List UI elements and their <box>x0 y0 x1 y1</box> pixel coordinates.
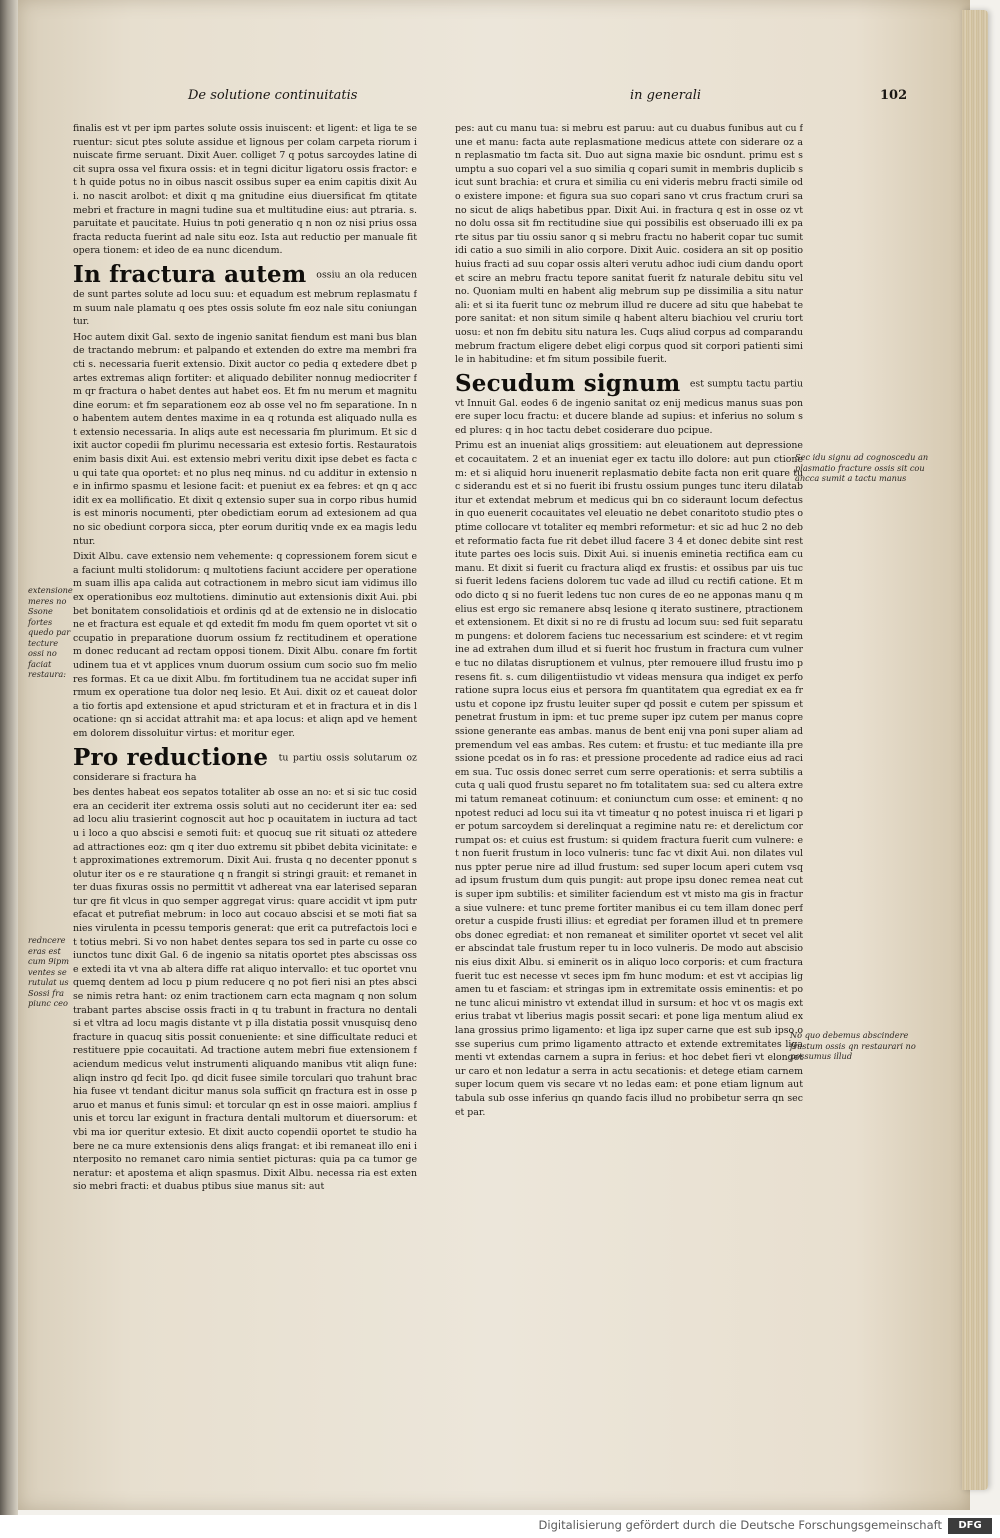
paragraph: Hoc autem dixit Gal. sexto de ingenio sanitat fiendum est mani bus blande tractando mebrum: et palpando et extenden do extre ma membri fracti s. necessaria fuerit extensio. Dixit auctor co pedia q extedere dbet partes extremas aliqn fortiter: et aliquado debiliter nonnug mediocriter fm qr fractura o habet dentes aut habet eos. Et fm nu merum et magnitudine eorum: et fm separationem eoz ab osse vel no fm separatione. In no habentem autem dentes maxime in ea q rotunda est aliquado nulla est extensio necessaria. In aliqs aute est necessaria fm plurimum. Et sic dixit auctor copedii fm plurimu necessaria est extesio fortis. Restauratois enim basis dixit Aui. est extensio mebri veritu dixit ipse debet es facta cu qui tate qua oportet: et no plus neq minus. nd cu additur in extensio ne in infirmo spasmu et lesione facit: et pueniut ex ea febres: et qn q accidit ex ea mollificatio. Et dixit q extensio super sua in corpo ribus humidis est minoris nocumenti, pter obedictiam eorum ad extesionem ad qua no sic obediunt corpora sicca, pter eorum duritiq vnde ex ea magis leduntur. <box>73 331 417 547</box>
page-sheet <box>18 0 970 1510</box>
right-text-column <box>455 122 803 1282</box>
paragraph: pes: aut cu manu tua: si mebru est paruu: aut cu duabus funibus aut cu fune et manu: facta aute replasmatione medicus attete con siderare oz an replasmatio tm facta sit. Duo aut signa maxie bic osndunt. primu est sumptu a suo copari vel a suo similia q copari sumit in membris duplicib sicut sunt brachia: et crura et similia cu eni videris mebru fracti simile odo existere impone: et figura sua suo copari sano vt crus fractum cruri sano sicut de aliqs habetibus ppar. Dixit Aui. in fractura q est in osse oz vt no dolu ossa sit fm rectitudine siue qui possibilis est obseruado illi ex parte situs par tiu ossiu sanor q si mebru fractu no haberit copar tuc sumit idi catio a suo simili in alio corpore. Dixit Auic. cosidera an sit op positio huius fracti ad suu copar ossis alteri verutu adhoc iudi cium dandu oportet scire an mebru fractu tepore sanitat fuerit fz naturale debitu situ vel no. Quoniam multi en habent alig mebrum sup pe dissimilia a situ naturali: et si ita fuerit tunc oz mebrum illud re ducere ad situ que habebat tepore sanitat: et non situm simile q habent alteru biachiou vel cruriu tortuosu: et non fm debitu situ natura les. Cuqs aliud corpus ad comparandu mebrum fractum eligere debet eligi corpus quod sit corpori patienti simile in habitudine: et fm situm possibile fuerit. <box>455 123 803 366</box>
header-middle-title: in generali <box>630 88 702 103</box>
section-heading-block <box>73 262 417 329</box>
section-heading-block <box>455 371 803 438</box>
paragraph: Dixit Albu. cave extensio nem vehemente: q copressionem forem sicut ea faciunt multi stolidorum: q multotiens faciunt accidere per operationem suam illis apa calida aut cotractionem in mebro sicut iam vidimus illo ex operationibus eoz multotiens. diminutio aut extensionis dixit Aui. pbibet bonitatem consolidatiois et ordinis qd at de extensio ne in dislocatione et fractura est equale et qd extedit fm modu fm quem oportet vt sit occupatio in preparatione duorum ossium fz rectitudinem et operationem donec reducant ad rectam opposi tionem. Dixit Albu. conare fm fortitudinem tua et vt applices vnum duorum ossium cum socio suo fm meliores formas. Et ca ue dixit Albu. fm fortitudinem tua ne accidat super infirmum ex operatione tua dolor neq lesio. Et Aui. dixit oz et caueat dolora tio fortis apd extensione et apud stricturam et et in fractura et in dis locatione: qn si accidat attrahit ma: et apa locus: et aliqn apd ve hementem dolorem dissoluitur virtus: et moritur eger. <box>73 551 417 739</box>
margin-note-right: No quo debemus abscindere frustum ossis qn restaurari no possumus illud <box>790 1030 916 1061</box>
page-number: 102 <box>880 88 908 103</box>
page-stack-edge <box>962 10 988 1490</box>
section-heading: Pro reductione <box>73 743 269 771</box>
funding-credit: Digitalisierung gefördert durch die Deutsche Forschungsgemeinschaft <box>538 1518 942 1532</box>
dfg-logo: DFG <box>948 1518 992 1534</box>
book-spine <box>0 0 18 1538</box>
margin-note-right: Sec idu signu ad cognoscedu an plasmatio fracture ossis sit cou ancca sumit a tactu manus <box>795 452 929 483</box>
header-left-title: De solutione continuitatis <box>188 88 358 103</box>
left-text-column <box>73 122 417 1277</box>
footer-bar <box>0 1515 1000 1538</box>
paragraph: Primu est an inueniat aliqs grossitiem: aut eleuationem aut depressione et cocauitatem. 2 et an inueniat eger ex tactu illo dolore: aut pun ctionem: et si aliquid horu inuenerit replasmatio debite facta non erit quare tuc siderandu est et si no fuerit ibi frustu ossium punges tunc iteru dilatabitur et extendat mebrum et medicus qui bn co sideraunt locum defectus in quo euenerit cocauitates vel eleuatio ne debet conaritoto studio ptes optime collocare vt totaliter eq membri reformetur: et sic ad huc 2 no debet reformatio facta fue rit debet illud facere 3 4 et donec debite sint restitute partes oes locis suis. Dixit Aui. si inuenis eminetia rectifica eam cu manu. Et dixit si fuerit cu fractura aliqd ex frustis: et ossibus par uis tuc si fuerit ledens faciens dolorem tuc vade ad illud cu rectifi catione. Et modo dicto q si no fuerit ledens tuc non cures de eo ne apponas manu q melius est ergo sic remanere absq lesione q iterato sustinere, ptractionem et extensionem. Et dixit si no re di frustu ad locum suu: sed fuit separatum pungens: et dolorem faciens tuc necessarium est scindere: et vt regimine ad extrahen dum illud et si fuerit hoc frustum in fractura cum vulnere tuc no dilatas disruptionem et vulnus, pter remouere illud frustu imo presens fit. s. cum diligentiistudio vt videas mensura qua indiget ex perforatione supra locus eius et persora fm quantitatem qua egrediat ex ea frustu et copone ipz frustu leuiter super qd possit e cutem per spissum et penetrat frustum in ipm: et tuc preme super ipz cutem per manus copressione generante eas ambas. manus de bent enij vna poni super aliam ad premendum vel eas ambas. Res cutem: et frustu: et tuc mediante illa pressione pcedat os in fo ras: et pressione procedente ad radice eius ad raciem sua. Tuc ossis donec serret cum serre operationis: et serra subtilis acuta q uali quod frustu separet no fm totalitatem sua: sed cu altera extremi tatum remaneat cotinuum: et coniunctum cum osse: et eminent: q nonpotest reduci ad locu sui ita vt timeatur q no potest inuisca ri et ligari per potum sarcoydem si derelinquat a regimine natu re: et derelictum corrumpat os: et cuius est frustum: si quidem fractura fuerit cum vulnere: et non fuerit frustum in loco vulneris: tunc fac vt dixit Aui. non dilates vulnus ppter perue nire ad illud frustum: sed super locum aperi cutem vsq ad ipsum frustum dum quis pungit: aut prope ipsu donec remea neat cutis super ipm subtilis: et similiter faciendum est vt misto ma gis in fractura siue vulnere: et tunc preme fortiter manibus ei cu tem illam donec perforetur a cuspide frusti illius: et egrediat per foramen illud et tn premere obs donec egrediat: et non remaneat et similiter oportet vt secet vel aliter abscindat tale frustum reper tu in loco vulneris. De modo aut abscisionis eius dixit Albu. si eminerit os in aliquo loco corporis: et cum fractura fuerit tuc est necesse vt seces ipm fm hunc modum: et est vt accipias ligamen tu et fasciam: et stringas ipm in extremitate ossis eminentis: et pone tunc alicui ministro vt extendat illud in sursum: et hoc vt os magis exterius trabat vt liberius magis possit secari: et pone liga mentum aliud ex lana grossius primo ligamento: et liga ipz super carne que est sub ipso osse superius cum primo ligamento attracto et extende extremitates ligamenti vt extendas carnem a supra in ferius: et hoc debet fieri vt elongetur caro et non ledatur a serra in actu secationis: et detege etiam carnem super locum quem vis secare vt no ledas eam: et pone etiam lignum aut tabula sub osse inferius qn quando facis illud no probibetur serra qn secet par. <box>455 440 803 1118</box>
running-header <box>18 88 970 110</box>
paragraph: bes dentes habeat eos sepatos totaliter ab osse an no: et si sic tuc cosidera an ceciderit iter extrema ossis soluti aut no ceciderunt iter ea: sed ad locu aliu trasierint cognoscit aut hoc p ocauitatem in iuctura ad tactu i loco a quo abscisi e semoti fuit: et quocuq sue rit situati oz attedere ad attractiones eoz: qm q iter duo extremu sit pbibet debita vicinitate: et approximationes extremorum. Dixit Aui. frusta q no decenter pponut solutur iter os e re stauratione q n frangit si stringi grauit: et remanet inter duas fixuras ossis no permittit vt adhereat vna ear laterised separan tur qre fit vlcus in quo semper aggregat virus: quare accidit vt ipm putrefacat et putrefiat mebrum: in loco aut cocauo abscisi et se moti fiat sanies virulenta in pcessu temporis generat: que erit ca putrefactois loci et totius mebri. Si vo non habet dentes separa tos sed in parte cu osse coiunctos tunc dixit Gal. 6 de ingenio sa nitatis oportet ptes abscissas osse extedi ita vt vna ab altera diffe rat aliquo intervallo: et tuc oportet vnuquemq dentem ad locu p pium reducere q no pot fieri nisi an ptes abscise nimis retra hant: oz enim tractionem carn ecta magnam q non solum trabant partes abscise ossis fracti in q tu trabunt in fractura no dentali si et vltra ad locu magis distante vt p illa distatia possit vnusquisq deno fracture in quacuq sitis possit conueniente: et sine difficultate reduci et restituere ppie cocauitati. Ad tractione autem mebri fiue extensionem faciendum medicus velut instrumenti aliquando manibus vtit aliqn fune: aliqn instro qd fecit Ipo. qd dicit fusee simile torculari quo trahunt brachia fusee vt tendant dicitur manus sola sufficit qn fractura est in osse paruo et manus et funis simul: et torcular qn est in osse maiori. amplius funis et torcu lar exigunt in fractura dentali multorum et diuersorum: et vbi ma ior queritur extesio. Et dixit aucto copendii oportet te studio ha bere ne ca mure extensionis dens aliqs frangat: et ibi remaneat illo eni interposito no remanet caro nimia sentiet picturas: quia pa ca tumor generatur: et apostema et aliqn spasmus. Dixit Albu. necessa ria est extensio mebri fracti: et duabus ptibus siue manus sit: aut <box>73 787 417 1193</box>
paragraph: finalis est vt per ipm partes solute ossis inuiscent: et ligent: et liga te seruentur: sicut ptes solute assidue et lignous per colam carpeta riorum inuiscate firme seruant. Dixit Auer. colliget 7 q potus sarcoydes latine dicit supra ossa vel fixura ossis: et in tegni dicitur ligatoru ossis fractor: et h quide potus no in oibus nascit ossibus super ea enim capitis dixit Aui. no nascit arolbot: et dixit q ma gnitudine eius diuersificat fm qtitate mebri et fracture in magni tudine sua et multitudine eius: aut ptraria. s.paruitate et paucitate. Huius tn poti generatio q n non oz nisi prius ossa fracta reducta fuerint ad nale situ eoz. Ista aut reductio per manuale fit opera tionem: et ideo de ea nunc dicendum. <box>73 123 417 257</box>
heading-continuation: est sumptu tactu partiu vt Innuit Gal. eodes 6 de ingenio sanitat oz enij medicus manus suas ponere super locu fractu: et ducere blande ad supius: et inferius no solum sed plures: q in hoc tactu debet cosiderare duo pcipue. <box>455 378 803 436</box>
section-heading: In fractura autem <box>73 260 307 288</box>
heading-continuation: tu partiu ossis solutarum oz considerare si fractura ha <box>73 752 417 783</box>
margin-note-left: redncere eras est cum 9ipm ventes se rutulat us Sossi fra piunc ceo <box>28 935 70 1008</box>
heading-continuation: ossiu an ola reducen de sunt partes solute ad locu suu: et equadum est mebrum replasmatu fm suum nale plamatu q oes ptes ossis solute fm eoz nale situ coniungantur. <box>73 269 417 328</box>
section-heading-block <box>73 745 417 785</box>
margin-note-left: extensione meres no Ssone fortes quedo par tecture ossi no faciat restaura: <box>28 585 73 679</box>
section-heading: Secudum signum <box>455 369 681 397</box>
